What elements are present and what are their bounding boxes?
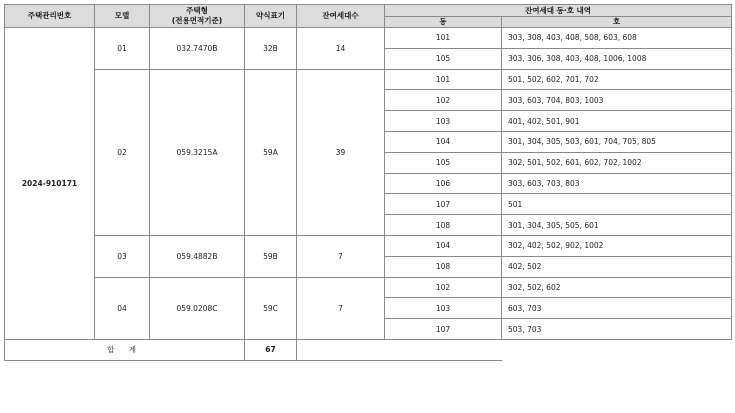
short-label-cell: 32B bbox=[245, 28, 297, 70]
header-short-label: 약식표기 bbox=[245, 5, 297, 28]
ho-cell: 402, 502 bbox=[502, 256, 732, 277]
mgmt-no-cell: 2024-910171 bbox=[5, 28, 95, 340]
remaining-units-table bbox=[4, 4, 732, 361]
dong-cell: 105 bbox=[385, 152, 502, 173]
ho-cell: 301, 304, 305, 503, 601, 704, 705, 805 bbox=[502, 131, 732, 152]
dong-cell: 106 bbox=[385, 173, 502, 194]
ho-cell: 302, 402, 502, 902, 1002 bbox=[502, 235, 732, 256]
ho-cell: 303, 603, 704, 803, 1003 bbox=[502, 90, 732, 111]
dong-cell: 107 bbox=[385, 319, 502, 340]
header-ho: 호 bbox=[502, 17, 732, 28]
header-housing-type-line2: (전용면적기준) bbox=[171, 16, 223, 25]
table-header bbox=[5, 5, 732, 28]
header-model: 모델 bbox=[95, 5, 150, 28]
dong-cell: 108 bbox=[385, 256, 502, 277]
header-unit-detail: 잔여세대 동·호 내역 bbox=[385, 5, 732, 17]
header-mgmt-no: 주택관리번호 bbox=[5, 5, 95, 28]
dong-cell: 102 bbox=[385, 277, 502, 298]
total-label: 합 계 bbox=[5, 339, 245, 360]
short-label-cell: 59B bbox=[245, 235, 297, 277]
model-cell: 03 bbox=[95, 235, 150, 277]
header-remaining-count: 잔여세대수 bbox=[297, 5, 385, 28]
dong-cell: 107 bbox=[385, 194, 502, 215]
table-row bbox=[5, 235, 732, 256]
table-row bbox=[5, 28, 732, 49]
ho-cell: 501, 502, 602, 701, 702 bbox=[502, 69, 732, 90]
housing-type-cell: 059.0208C bbox=[150, 277, 245, 339]
dong-cell: 101 bbox=[385, 69, 502, 90]
ho-cell: 401, 402, 501, 901 bbox=[502, 111, 732, 132]
dong-cell: 104 bbox=[385, 235, 502, 256]
ho-cell: 302, 501, 502, 601, 602, 702, 1002 bbox=[502, 152, 732, 173]
header-housing-type-line1: 주택형 bbox=[186, 6, 208, 15]
header-housing-type bbox=[150, 5, 245, 28]
ho-cell: 603, 703 bbox=[502, 298, 732, 319]
short-label-cell: 59A bbox=[245, 69, 297, 235]
table-body bbox=[5, 28, 732, 361]
dong-cell: 103 bbox=[385, 111, 502, 132]
header-dong: 동 bbox=[385, 17, 502, 28]
remaining-count-cell: 14 bbox=[297, 28, 385, 70]
remaining-count-cell: 7 bbox=[297, 235, 385, 277]
dong-cell: 108 bbox=[385, 215, 502, 236]
dong-cell: 102 bbox=[385, 90, 502, 111]
table-row bbox=[5, 69, 732, 90]
ho-cell: 303, 308, 403, 408, 508, 603, 608 bbox=[502, 28, 732, 49]
model-cell: 01 bbox=[95, 28, 150, 70]
total-value: 67 bbox=[245, 339, 297, 360]
remaining-units-table-container bbox=[4, 4, 731, 361]
remaining-count-cell: 39 bbox=[297, 69, 385, 235]
ho-cell: 503, 703 bbox=[502, 319, 732, 340]
ho-cell: 501 bbox=[502, 194, 732, 215]
dong-cell: 101 bbox=[385, 28, 502, 49]
remaining-count-cell: 7 bbox=[297, 277, 385, 339]
housing-type-cell: 059.3215A bbox=[150, 69, 245, 235]
model-cell: 02 bbox=[95, 69, 150, 235]
ho-cell: 301, 304, 305, 505, 601 bbox=[502, 215, 732, 236]
table-row bbox=[5, 277, 732, 298]
ho-cell: 302, 502, 602 bbox=[502, 277, 732, 298]
dong-cell: 103 bbox=[385, 298, 502, 319]
total-row bbox=[5, 339, 732, 360]
ho-cell: 303, 603, 703, 803 bbox=[502, 173, 732, 194]
total-blank-cell bbox=[297, 339, 502, 360]
dong-cell: 105 bbox=[385, 48, 502, 69]
housing-type-cell: 059.4882B bbox=[150, 235, 245, 277]
short-label-cell: 59C bbox=[245, 277, 297, 339]
dong-cell: 104 bbox=[385, 131, 502, 152]
model-cell: 04 bbox=[95, 277, 150, 339]
ho-cell: 303, 306, 308, 403, 408, 1006, 1008 bbox=[502, 48, 732, 69]
housing-type-cell: 032.7470B bbox=[150, 28, 245, 70]
